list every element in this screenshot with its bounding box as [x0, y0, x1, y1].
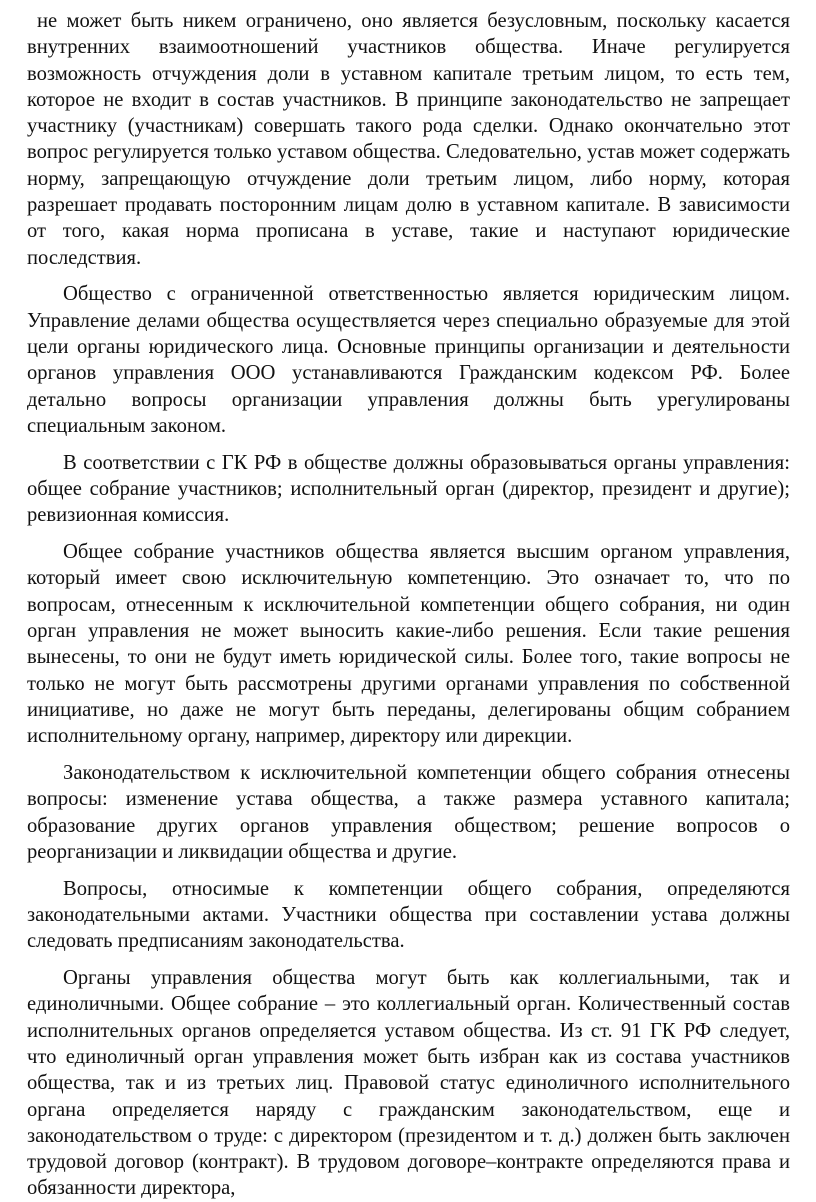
paragraph-management-bodies: В соответствии с ГК РФ в обществе должны образовываться органы управления: общее собрание участников; исполнительный орган (директор, президент и другие); ревизионная комиссия. [27, 451, 790, 527]
paragraph-general-meeting: Общее собрание участников общества является высшим органом управления, который имеет свою исключительную компетенцию. Это означает то, что по вопросам, отнесенным к исключительной компетенции общего собрания, ни один орган управления не может выносить какие-либо решения. Если такие решения вынесены, то они не будут иметь юридической силы. Более того, такие вопросы не только не могут быть рассмотрены другими органами управления по собственной инициативе, но даже не могут быть переданы, делегированы общим собранием исполнительному органу, например, директору или дирекции. [27, 541, 790, 748]
paragraph-collegial-bodies: Органы управления общества могут быть как коллегиальными, так и единоличными. Общее собрание – это коллегиальный орган. Количественный состав исполнительных органов определяется уставом общества. Из ст. 91 ГК РФ следует, что единоличный орган управления может быть избран как из состава участников общества, так и из третьих лиц. Правовой статус единоличного исполнительного органа определяется наряду с гражданским законодательством, еще и законодательством о труде: с директором (президентом и т. д.) должен быть заключен трудовой договор (контракт). В трудовом договоре–контракте определяются права и обязанности директора, [27, 967, 790, 1200]
paragraph-exclusive-competence: Законодательством к исключительной компетенции общего собрания отнесены вопросы: изменение устава общества, а также размера уставного капитала; образование других органов управления обществом; решение вопросов о реорганизации и ликвидации общества и другие. [27, 762, 790, 863]
paragraph-competence-questions: Вопросы, относимые к компетенции общего собрания, определяются законодательными актами. Участники общества при составлении устава должны следовать предписаниям законодательства. [27, 877, 790, 953]
paragraph-llc-legal-entity: Общество с ограниченной ответственностью является юридическим лицом. Управление делами общества осуществляется через специально образуемые для этой цели органы юридического лица. Основные принципы организации и деятельности органов управления ООО устанавливаются Гражданским кодексом РФ. Более детально вопросы организации управления должны быть урегулированы специальным законом. [27, 283, 790, 437]
paragraph-share-alienation: не может быть никем ограничено, оно является безусловным, поскольку касается внутренних взаимоотношений участников общества. Иначе регулируется возможность отчуждения доли в уставном капитале третьим лицом, то есть тем, которое не входит в состав участников. В принципе законодательство не запрещает участнику (участникам) совершать такого рода сделки. Однако окончательно этот вопрос регулируется только уставом общества. Следовательно, устав может содержать норму, запрещающую отчуждение доли третьим лицом, либо норму, которая разрешает продавать посторонним лицам долю в уставном капитале. В зависимости от того, какая норма прописана в уставе, такие и наступают юридические последствия. [27, 10, 790, 269]
